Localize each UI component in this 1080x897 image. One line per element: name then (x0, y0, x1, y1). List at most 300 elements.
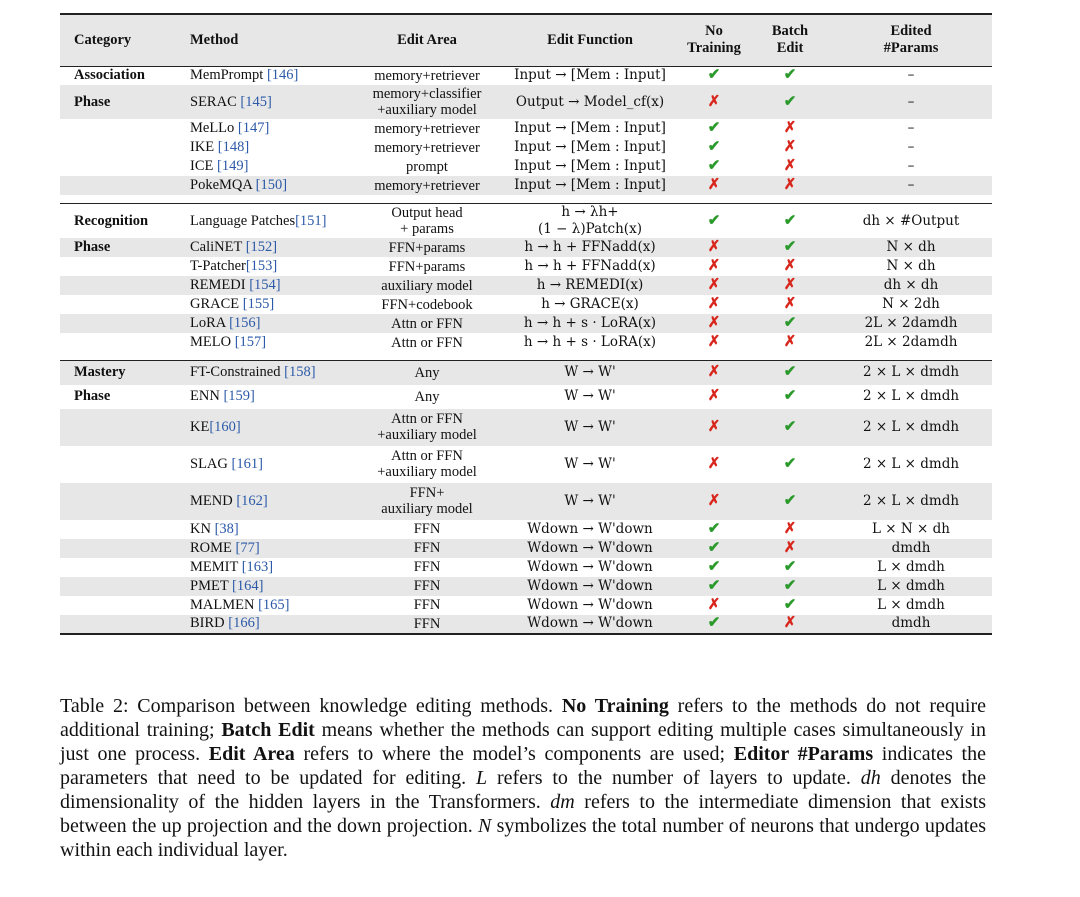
no-training-cell (678, 483, 750, 520)
edited-params-cell: dmdh (830, 539, 992, 558)
batch-edit-cell (750, 446, 830, 483)
method-cell (172, 119, 352, 138)
method-cell (172, 483, 352, 520)
edited-params-cell: 2 × L × dmdh (830, 361, 992, 385)
edit-area-cell (352, 138, 502, 157)
batch-edit-cell (750, 176, 830, 195)
header-no-training-line2: Training (687, 40, 741, 57)
method-name: PokeMQA (190, 177, 256, 193)
edit-function-cell (502, 276, 678, 295)
table-group (60, 66, 992, 204)
check-icon: ✔ (707, 67, 721, 84)
category-cell (60, 157, 172, 176)
citation-link[interactable]: [158] (284, 364, 316, 381)
cross-icon: ✗ (783, 139, 797, 155)
edit-function-cell (502, 558, 678, 577)
header-edit-function: Edit Function (502, 14, 678, 66)
batch-edit-cell (750, 295, 830, 314)
edit-function-cell (502, 138, 678, 157)
edit-area-line1: memory+retriever (374, 139, 480, 156)
method-cell (172, 409, 352, 446)
table-row (60, 276, 992, 295)
citation-link[interactable]: [147] (237, 120, 270, 136)
method-name: MELO (190, 334, 235, 350)
edit-area-line2: auxiliary model (381, 501, 473, 517)
edit-function-line1: Wdown → W'down (527, 520, 653, 537)
cross-icon: ✗ (707, 418, 721, 435)
edited-params-cell: dh × dh (830, 276, 992, 295)
method-cell (172, 138, 352, 157)
edit-area-line1: auxiliary model (381, 277, 473, 294)
no-training-cell (678, 520, 750, 539)
category-cell (60, 539, 172, 558)
citation-link[interactable]: [38] (214, 520, 239, 537)
method-name: SERAC (190, 93, 241, 110)
header-params-line2: #Params (883, 40, 939, 57)
edit-function-line1: Input → [Mem : Input] (514, 67, 666, 84)
category-cell (60, 483, 172, 520)
method-name: ICE (190, 158, 217, 174)
comparison-table (60, 13, 992, 635)
edit-area-line1: Attn or FFN (391, 315, 463, 332)
method-name: SLAG (190, 455, 232, 472)
category-cell (60, 577, 172, 596)
check-icon: ✔ (707, 212, 721, 229)
method-cell (172, 361, 352, 385)
check-icon: ✔ (783, 418, 797, 435)
edit-function-line1: W → W' (564, 418, 616, 435)
cross-icon: ✗ (707, 334, 721, 350)
no-training-cell (678, 385, 750, 409)
no-training-cell (678, 577, 750, 596)
table-row (60, 558, 992, 577)
edit-area-line1: FFN+params (388, 258, 466, 275)
edit-area-cell (352, 539, 502, 558)
edit-area-cell (352, 520, 502, 539)
edit-area-cell (352, 333, 502, 352)
edit-area-cell (352, 314, 502, 333)
edit-function-cell (502, 483, 678, 520)
edit-function-line1: Wdown → W'down (527, 577, 653, 594)
method-cell (172, 596, 352, 615)
method-name: ENN (190, 388, 224, 404)
caption-text-7: denotes the dimensionality of the hidden layers in the Transformers. (60, 767, 986, 813)
edit-function-cell (502, 157, 678, 176)
edited-params-cell: 2 × L × dmdh (830, 483, 992, 520)
citation-link[interactable]: [164] (232, 577, 264, 594)
edited-params-cell: – (830, 176, 992, 195)
edit-function-cell (502, 409, 678, 446)
table-row (60, 446, 992, 483)
method-name: PMET (190, 577, 233, 594)
table-row (60, 157, 992, 176)
group-spacer (60, 352, 992, 361)
no-training-cell (678, 333, 750, 352)
table-row (60, 615, 992, 634)
cross-icon: ✗ (707, 296, 721, 312)
edit-area-line2: +auxiliary model (377, 464, 477, 480)
edit-area-line1: Any (414, 388, 440, 405)
check-icon: ✔ (707, 120, 721, 136)
cross-icon: ✗ (707, 455, 721, 472)
edit-function-line1: W → W' (564, 364, 616, 381)
edit-function-line1: W → W' (564, 388, 616, 404)
citation-link[interactable]: [162] (236, 492, 268, 509)
citation-link[interactable]: [146] (266, 67, 299, 84)
edit-function-cell (502, 85, 678, 119)
caption-symbol-N: N (478, 815, 492, 837)
batch-edit-cell (750, 238, 830, 257)
no-training-cell (678, 157, 750, 176)
edit-function-line1: Wdown → W'down (527, 596, 653, 613)
edit-function-cell (502, 520, 678, 539)
method-name: FT-Constrained (190, 364, 285, 381)
method-cell (172, 85, 352, 119)
method-cell (172, 520, 352, 539)
caption-text-1: Table 2: Comparison between knowledge editing methods. (60, 695, 562, 717)
batch-edit-cell (750, 615, 830, 634)
method-name: LoRA (190, 315, 230, 331)
method-name: BIRD (190, 615, 229, 631)
edited-params-cell: 2 × L × dmdh (830, 409, 992, 446)
table-row (60, 520, 992, 539)
edit-function-line1: Output → Model_cf(x) (515, 93, 665, 110)
edit-area-line2: +auxiliary model (377, 102, 477, 118)
caption-text-4: refers to where the model’s components are used; (294, 743, 734, 765)
category-cell (60, 314, 172, 333)
citation-link[interactable]: [153] (245, 258, 278, 274)
method-cell (172, 157, 352, 176)
edited-params-cell: dmdh (830, 615, 992, 634)
edit-area-line1: FFN (413, 597, 441, 613)
check-icon: ✔ (783, 492, 797, 509)
caption-text-6: refers to the number of layers to update. (487, 767, 861, 789)
edit-function-cell (502, 596, 678, 615)
edit-function-cell (502, 446, 678, 483)
edit-function-cell (502, 577, 678, 596)
edit-function-line2: (1 − λ)Patch(x) (538, 221, 642, 237)
edit-function-line1: h → h + s · LoRA(x) (523, 334, 657, 350)
edited-params-cell: 2L × 2damdh (830, 314, 992, 333)
check-icon: ✔ (783, 577, 797, 594)
method-cell (172, 314, 352, 333)
caption-symbol-dh: dh (860, 767, 881, 789)
method-name: KE (190, 418, 210, 435)
batch-edit-cell (750, 333, 830, 352)
edit-function-line1: h → h + FFNadd(x) (524, 258, 656, 274)
check-icon: ✔ (707, 158, 721, 174)
citation-link[interactable]: [166] (228, 615, 260, 631)
check-icon: ✔ (707, 539, 721, 556)
no-training-cell (678, 558, 750, 577)
batch-edit-cell (750, 558, 830, 577)
no-training-cell (678, 596, 750, 615)
cross-icon: ✗ (707, 596, 721, 613)
citation-link[interactable]: [149] (216, 158, 249, 174)
citation-link[interactable]: [145] (240, 93, 272, 110)
table-row (60, 409, 992, 446)
check-icon: ✔ (783, 388, 797, 404)
table-row (60, 333, 992, 352)
edit-function-cell (502, 66, 678, 85)
method-cell (172, 204, 352, 239)
comparison-table-container (60, 13, 992, 635)
edited-params-cell: L × dmdh (877, 596, 945, 613)
no-training-cell (678, 361, 750, 385)
table-row (60, 539, 992, 558)
no-training-cell (678, 295, 750, 314)
header-batch-line2: Edit (776, 40, 804, 57)
no-training-cell (678, 314, 750, 333)
cross-icon: ✗ (707, 388, 721, 404)
edit-area-line1: Attn or FFN (391, 334, 463, 351)
edit-area-line2: +auxiliary model (377, 427, 477, 443)
edit-area-line1: FFN (413, 615, 441, 632)
edit-area-cell (352, 596, 502, 615)
caption-term-editor-params: Editor #Params (733, 743, 874, 765)
cross-icon: ✗ (707, 93, 721, 110)
edit-area-line1: FFN (413, 521, 441, 537)
cross-icon: ✗ (707, 492, 721, 509)
batch-edit-cell (750, 138, 830, 157)
caption-term-no-training: No Training (561, 695, 669, 717)
cross-icon: ✗ (783, 258, 797, 274)
edit-area-line1: FFN+ (409, 485, 445, 501)
header-category: Category (60, 14, 172, 66)
no-training-cell (678, 85, 750, 119)
method-name: GRACE (190, 296, 243, 312)
check-icon: ✔ (707, 577, 721, 594)
table-caption (60, 694, 986, 862)
no-training-cell (678, 66, 750, 85)
batch-edit-cell (750, 119, 830, 138)
header-batch-line1: Batch (771, 23, 809, 40)
method-cell (172, 539, 352, 558)
citation-link[interactable]: [152] (245, 239, 278, 255)
check-icon: ✔ (707, 520, 721, 537)
edit-function-line1: W → W' (564, 455, 616, 472)
method-name: MemPrompt (190, 67, 267, 84)
batch-edit-cell (750, 539, 830, 558)
category-cell (60, 138, 172, 157)
batch-edit-cell (750, 483, 830, 520)
edit-function-line1: h → λh+ (561, 204, 619, 220)
method-cell (172, 276, 352, 295)
method-cell (172, 615, 352, 634)
no-training-cell (678, 257, 750, 276)
batch-edit-cell (750, 409, 830, 446)
header-edit-area: Edit Area (352, 14, 502, 66)
edit-area-cell (352, 361, 502, 385)
edit-function-line1: h → GRACE(x) (541, 296, 639, 312)
edit-function-cell (502, 314, 678, 333)
batch-edit-cell (750, 314, 830, 333)
table-row (60, 483, 992, 520)
caption-text-9: symbolizes the total number of neurons that undergo updates within each individual layer. (60, 815, 986, 861)
caption-text-8: refers to the intermediate dimension that exists between the up projection and the down projection. (60, 791, 986, 837)
edited-params-cell: – (907, 120, 915, 136)
method-cell (172, 577, 352, 596)
citation-link[interactable]: [163] (241, 558, 274, 575)
check-icon: ✔ (707, 615, 721, 631)
cross-icon: ✗ (783, 177, 797, 193)
method-cell (172, 558, 352, 577)
citation-link[interactable]: [77] (235, 539, 260, 556)
check-icon: ✔ (783, 596, 797, 613)
citation-link[interactable]: [159] (223, 388, 255, 404)
category-cell: Phase (74, 388, 111, 404)
method-name: T-Patcher (190, 258, 246, 274)
edit-function-cell (502, 204, 678, 239)
no-training-cell (678, 539, 750, 558)
group-spacer-cell (60, 352, 992, 361)
category-cell (60, 596, 172, 615)
table-row (60, 176, 992, 195)
check-icon: ✔ (707, 139, 721, 155)
method-name: CaliNET (190, 239, 246, 255)
citation-link[interactable]: [151] (295, 212, 327, 229)
edited-params-cell: N × 2dh (882, 296, 940, 312)
edit-function-cell (502, 385, 678, 409)
no-training-cell (678, 276, 750, 295)
citation-link[interactable]: [160] (209, 418, 241, 435)
table-row (60, 314, 992, 333)
edit-area-cell (352, 409, 502, 446)
edit-area-line1: memory+retriever (374, 177, 480, 194)
no-training-cell (678, 615, 750, 634)
edit-function-line1: h → REMEDI(x) (536, 277, 644, 293)
edited-params-cell: 2 × L × dmdh (862, 455, 960, 472)
check-icon: ✔ (783, 239, 797, 255)
cross-icon: ✗ (783, 334, 797, 350)
citation-link[interactable]: [154] (249, 277, 281, 293)
edit-area-cell (352, 276, 502, 295)
header-no-training (678, 14, 750, 66)
edit-area-cell (352, 295, 502, 314)
edited-params-cell: L × N × dh (872, 520, 950, 537)
cross-icon: ✗ (783, 296, 797, 312)
edit-area-line1: memory+retriever (374, 120, 480, 137)
citation-link[interactable]: [161] (231, 455, 263, 472)
edit-function-cell (502, 119, 678, 138)
edit-area-line1: prompt (406, 158, 448, 175)
table-group (60, 204, 992, 361)
batch-edit-cell (750, 520, 830, 539)
method-name: IKE (190, 139, 218, 155)
table-row (60, 138, 992, 157)
caption-symbol-L: L (475, 767, 488, 789)
cross-icon: ✗ (783, 158, 797, 174)
method-cell (172, 257, 352, 276)
caption-text-2: refers to the methods do not require additional training; (60, 695, 987, 741)
citation-link[interactable]: [156] (229, 315, 261, 331)
edited-params-cell: – (907, 139, 915, 155)
edit-area-cell (352, 238, 502, 257)
check-icon: ✔ (783, 315, 797, 331)
edit-area-cell (352, 85, 502, 119)
edit-function-line1: Input → [Mem : Input] (514, 120, 666, 136)
no-training-cell (678, 138, 750, 157)
edit-area-line1: memory+retriever (374, 67, 480, 84)
batch-edit-cell (750, 257, 830, 276)
caption-text-5: indicates the parameters that need to be updated for editing. (60, 743, 986, 789)
category-cell: Association (60, 66, 172, 85)
cross-icon: ✗ (707, 239, 721, 255)
edit-function-line1: Wdown → W'down (527, 615, 653, 631)
cross-icon: ✗ (707, 177, 721, 193)
category-cell: Phase (60, 238, 172, 257)
batch-edit-cell (750, 596, 830, 615)
method-name: MEND (190, 492, 237, 509)
edit-function-cell (502, 539, 678, 558)
edit-area-line1: FFN+codebook (381, 296, 473, 313)
check-icon: ✔ (783, 212, 797, 229)
cross-icon: ✗ (783, 615, 797, 631)
check-icon: ✔ (783, 558, 797, 575)
check-icon: ✔ (783, 364, 797, 381)
check-icon: ✔ (783, 67, 797, 84)
table-row (60, 596, 992, 615)
edit-area-cell (352, 176, 502, 195)
edit-area-cell (352, 483, 502, 520)
citation-link[interactable]: [155] (242, 296, 275, 312)
method-name: ROME (190, 539, 236, 556)
caption-term-edit-area: Edit Area (208, 743, 295, 765)
no-training-cell (678, 176, 750, 195)
edit-area-line1: Attn or FFN (391, 448, 463, 464)
batch-edit-cell (750, 385, 830, 409)
edit-function-cell (502, 176, 678, 195)
edit-area-cell (352, 577, 502, 596)
category-cell (60, 615, 172, 634)
citation-link[interactable]: [148] (217, 139, 250, 155)
citation-link[interactable]: [165] (258, 596, 290, 613)
table-row (60, 119, 992, 138)
citation-link[interactable]: [150] (255, 177, 288, 193)
edit-function-cell (502, 361, 678, 385)
edit-area-line1: Output head (391, 205, 463, 221)
edited-params-cell: – (907, 158, 915, 174)
batch-edit-cell (750, 204, 830, 239)
edit-function-cell (502, 295, 678, 314)
edit-area-line1: FFN (413, 578, 441, 594)
table-row (60, 385, 992, 409)
edit-function-line1: h → h + FFNadd(x) (524, 239, 656, 255)
check-icon: ✔ (783, 93, 797, 110)
category-cell: Mastery (60, 361, 172, 385)
batch-edit-cell (750, 85, 830, 119)
batch-edit-cell (750, 66, 830, 85)
edit-function-line1: h → h + s · LoRA(x) (523, 315, 657, 331)
header-batch-edit (750, 14, 830, 66)
no-training-cell (678, 204, 750, 239)
header-params-line1: Edited (890, 23, 932, 40)
edit-function-cell (502, 333, 678, 352)
category-cell (60, 257, 172, 276)
check-icon: ✔ (783, 455, 797, 472)
group-spacer-cell (60, 195, 992, 204)
edited-params-cell: 2L × 2damdh (864, 334, 958, 350)
citation-link[interactable]: [157] (234, 334, 267, 350)
edit-area-line1: FFN (413, 540, 441, 556)
method-cell (172, 176, 352, 195)
table-row (60, 204, 992, 239)
edit-area-line1: FFN+params (388, 239, 466, 256)
table-row (60, 257, 992, 276)
category-cell (60, 446, 172, 483)
edited-params-cell: 2 × L × dmdh (862, 388, 960, 404)
table-row (60, 295, 992, 314)
